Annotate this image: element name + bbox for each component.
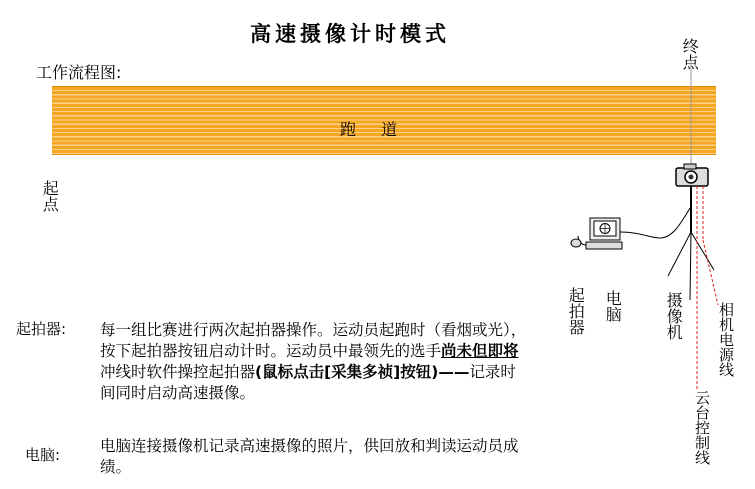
tripod-leg-left <box>668 232 691 276</box>
ptz-control-cable-label: 云台控制线 <box>693 390 711 465</box>
start-label: 起点 <box>40 180 60 212</box>
camera-to-computer-cable <box>620 208 690 238</box>
workflow-label: 工作流程图: <box>36 63 122 82</box>
track-label: 跑 道 <box>340 120 408 139</box>
starter-text-before: 每一组比赛进行两次起拍器操作。运动员起跑时（看烟或光），按下起拍器按钮启动计时。运动员中最领先的选手 <box>100 321 527 360</box>
computer-device-label: 电脑 <box>603 290 623 322</box>
computer-section-title: 电脑: <box>25 446 61 464</box>
power-cable-lower <box>703 240 718 305</box>
computer-section-text: 电脑连接摄像机记录高速摄像的照片，供回放和判读运动员成绩。 <box>100 437 519 476</box>
starter-dash: —— <box>438 363 470 381</box>
tripod-leg-center <box>690 232 691 300</box>
starter-text-middle: 冲线时软件操控起拍器 <box>100 363 256 381</box>
camera-power-cable-label: 相机电源线 <box>717 302 735 377</box>
camera-icon <box>676 164 708 186</box>
finish-label: 终点 <box>680 38 700 70</box>
starter-device-label: 起拍器 <box>566 287 586 335</box>
starter-mouse-icon <box>571 236 586 247</box>
computer-icon <box>586 218 622 249</box>
starter-text-after: 记录时间同时启动高速摄像。 <box>100 363 516 402</box>
starter-text-emphasis: 尚未但即将 <box>441 342 519 360</box>
page-title: 高速摄像计时模式 <box>250 21 450 46</box>
starter-button-text: (鼠标点击[采集多祯]按钮) <box>255 363 439 381</box>
camera-device-label: 摄像机 <box>664 292 684 340</box>
starter-section-title: 起拍器: <box>16 320 67 338</box>
starter-section-text <box>100 320 530 404</box>
